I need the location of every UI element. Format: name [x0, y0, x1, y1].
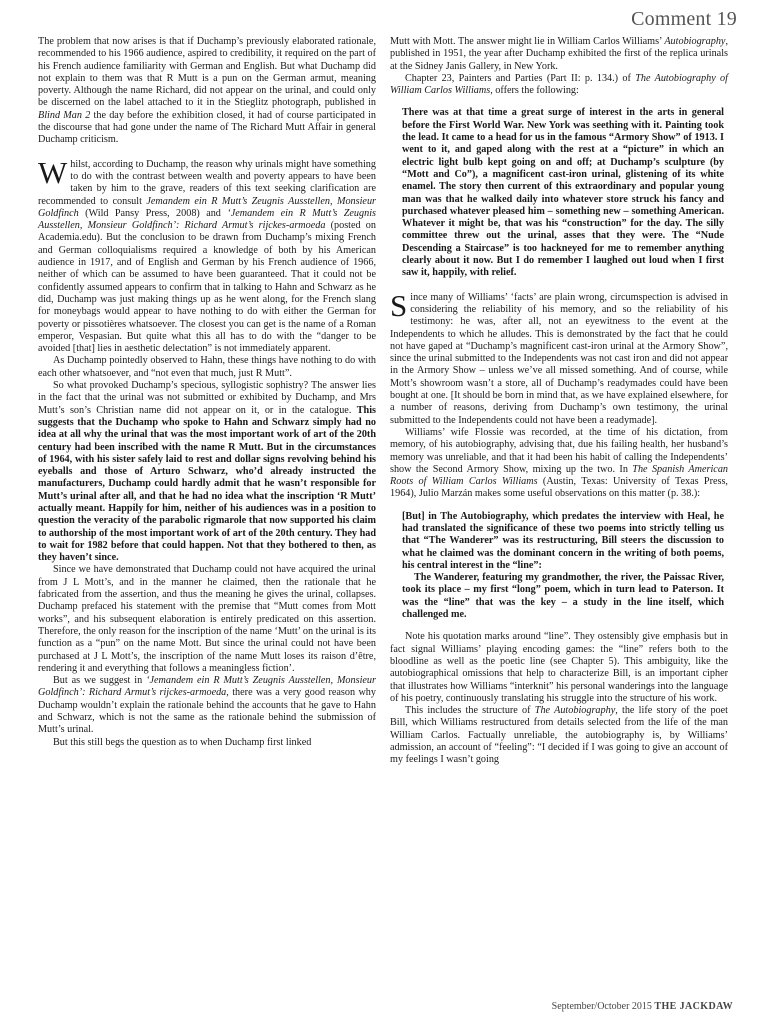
- paragraph: But this still begs the question as to when Duchamp first linked: [53, 736, 312, 748]
- paragraph: This includes the structure of The Autobiography, the life story of the poet Bill, which Williams restructured from details selected from the life of the man William Carlos. Factually unreliable, the autobiography is, by Williams’ admission, an account of “feeling”: “I decided if I was going to give an account of my feelings I wasn’t going: [390, 705, 729, 766]
- paragraph: So what provoked Duchamp’s specious, syllogistic sophistry? The answer lies in the fact that the urinal was not submitted or exhibited by Duchamp, and Mrs Mutt’s son’s Christian name did not appear on it, or in the catalogue. This suggests that the Duchamp who spoke to Hahn and Schwarz simply had no idea at all why the urinal that was the most important work of art of the 20th century had been inscribed with the name R Mutt. But in the circumstances of 1964, with his sister safely laid to rest and dollar signs revolving behind his eyeballs and those of Arturo Schwarz, who’d already instructed the manufacturers, Duchamp could hardly admit that he wasn’t responsible for Mutt’s urinal after all, and that he had no idea what the inscription ‘R Mutt’ actually meant. Happily for him, neither of his audiences was in a position to question the veracity of the parabolic rigmarole that now supported his claim to authorship of the most important work of art of the 20th century. They had to wait for 1982 before that could happen. Not that they bothered to then, as they haven’t since.: [38, 380, 376, 564]
- publication-name: THE JACKDAW: [654, 1001, 733, 1012]
- paragraph: Note his quotation marks around “line”. They ostensibly give emphasis but in fact signal Williams’ playing encoding games: the “line” refers both to the bloodline as well as the poetic line (see Chapter 5). This ambiguity, like the autobiographical omissions that help to characterize Bill, is an important cipher that illustrates how Williams “interknit” his personal wanderings into the language of his poetry, continuously translating his struggle into the structure of his work.: [390, 631, 728, 704]
- paragraph: Williams’ wife Flossie was recorded, at the time of his dictation, from memory, of his autobiography, advising that, due his failing health, her husband’s memory was unreliable, and that it had been his habit of calling the Independents’ show the Second Armory Show, mixing up the two. In The Spanish American Roots of William Carlos Williams (Austin, Texas: University of Texas Press, 1964), Julio Marzán makes some useful observations on this matter (p. 38.):: [390, 426, 729, 500]
- paragraph: The problem that now arises is that if Duchamp’s previously elaborated rationale, recommended to his 1966 audience, aspired to credibility, it required on the part of his French audience familiarity with German and English. But what Duchamp did not explain to them was that R Mutt is a pun on the German armut, meaning poverty. Although the name Richard, did not appear on the urinal, and could only be discerned on the label attached to it in the Stieglitz photograph, published in Blind Man 2 the day before the exhibition closed, it had of course participated in the discourse that had gone under the name of The Richard Mutt Affair in general Duchamp criticism.: [38, 36, 376, 146]
- paragraph: Whilst, according to Duchamp, the reason why urinals might have something to do with the contrast between wealth and poverty appears to have been taken by him to the grave, readers of this text seeking clarification are recommended to consult Jemandem ein R Mutt’s Zeugnis Ausstellen, Monsieur Goldfinch (Wild Pansy Press, 2008) and ‘Jemandem ein R Mutt’s Zeugnis Ausstellen, Monsieur Goldfinch’: Richard Armut’s rijckes-armoeda (posted on Academia.edu). But the conclusion to be drawn from Duchamp’s mixing French and German colloquialisms required a knowledge of both by his American audience in 1917, and of English and German by his French audience of 1966, neither of which can be assumed to have been guaranteed. That it could not be confidently assumed appears to confirm that in talking to Hahn and Schwarz as he did, Duchamp was just making things up as he went along, for the French slang for moneybags would appear to have nothing to do with either the German for poverty or pissotières whatsoever. The closest you can get is the name of a Roman emperor, Vespasian. But quite what this all has to do with the “danger to be avoided [that] lies in aesthetic delectation” is not immediately apparent.: [38, 154, 377, 355]
- left-column: [38, 36, 376, 749]
- right-column: [390, 36, 728, 767]
- drop-cap: S: [390, 287, 408, 323]
- issue-date: September/October 2015: [551, 1001, 652, 1012]
- paragraph: As Duchamp pointedly observed to Hahn, these things have nothing to do with each other whatsoever, and “not even that much, just R Mutt”.: [38, 355, 376, 379]
- paragraph: Since we have demonstrated that Duchamp could not have acquired the urinal from J L Mott’s, and in the manner he claimed, then the rationale that he fabricated from the assertion, and thus the meaning he gives the urinal, collapses. Duchamp prefaced his statement with the premise that “Mutt comes from Mott works”, and his subsequent elaboration is entirely predicated on this assertion. Therefore, the only reason for the inscription of the name ‘Mutt’ on the urinal is its function as a “pun” on the name Mott. But since the urinal could not have been purchased at J L Mott’s, the inscription of the name Mutt loses its raison d’être, rendering it and everything that follows a meaningless fiction’.: [38, 564, 376, 674]
- block-quote: [402, 511, 724, 622]
- block-quote: [402, 107, 724, 279]
- quote-text: There was at that time a great surge of interest in the arts in general before the First World War. New York was seething with it. Painting took the lead. It came to a head for us in the famous “Armory Show” of 1913. I went to it, and gaped along with the rest at a “picture” in which an electric light bulb kept going on and off; at Duchamp’s sculpture (by “Mott and Co”), a magnificent cast-iron urinal, glistening of its white enamel. The story then current of this extraordinary and popular young man was that he walked daily into whatever store struck his fancy and purchased whatever pleased him – something new – something American. Whatever it might be, that was his “construction” for the day. The silly committee threw out the urinal, asses that they were. The “Nude Descending a Staircase” is too hackneyed for me to remember anything clearly about it now. But I do remember I laughed out loud when I first saw it, happily, with relief.: [402, 107, 724, 279]
- page-footer: [552, 1001, 733, 1012]
- quote-text: The Wanderer, featuring my grandmother, the river, the Paissac River, took its place – my first “long” poem, which in turn lead to Paterson. It was the “line” that was the key – a study in the line itself, which challenged me.: [402, 572, 724, 621]
- section-title: Comment: [631, 8, 712, 30]
- drop-cap: W: [38, 154, 68, 190]
- page-number: 19: [716, 8, 737, 30]
- paragraph: Mutt with Mott. The answer might lie in William Carlos Williams’ Autobiography, published in 1951, the year after Duchamp exhibited the first of the replica urinals at the Sidney Janis Gallery, in New York.: [390, 36, 728, 72]
- paragraph: But as we suggest in ‘Jemandem ein R Mutt’s Zeugnis Ausstellen, Monsieur Goldfinch’: Richard Armut’s rijckes-armoeda, there was a very good reason why Duchamp wouldn’t explain the rationale behind the accounts that he gave to Hahn and Schwarz, which is not the same as the rationale behind the submission of Mutt’s urinal.: [38, 675, 376, 736]
- paragraph: Since many of Williams’ ‘facts’ are plain wrong, circumspection is advised in considering the reliability of his memory, and so the reliability of his testimony: he was, after all, not an eyewitness to the event at the Independents to which he alludes. This is demonstrated by the fact that he could not have gaped at “Duchamp’s magnificent cast-iron urinal at the Armory Show”, since the urinal submitted to the Independents was not cast iron and did not appear in the Armory Show – unless we’ve all missed something. And of course, while Mott’s showroom wasn’t a store, all of Duchamp’s readymades could have been bought at one. [It should be born in mind that, as we have explained elsewhere, for a number of reasons, deriving from Duchamp’s own testimony, the urinal submitted to the Independents could not have been a readymade].: [390, 287, 728, 426]
- paragraph: Chapter 23, Painters and Parties (Part II: p. 134.) of The Autobiography of William Carlos Williams, offers the following:: [390, 72, 728, 97]
- quote-text: [But] in The Autobiography, which predates the interview with Heal, he had translated the significance of these two poems into strictly telling us that “The Wanderer” was its restructuring, Bill steers the discussion to what he claimed was the dominant concern in the writing of both poems, his central interest in the “line”:: [402, 510, 724, 571]
- page-header: [631, 8, 737, 31]
